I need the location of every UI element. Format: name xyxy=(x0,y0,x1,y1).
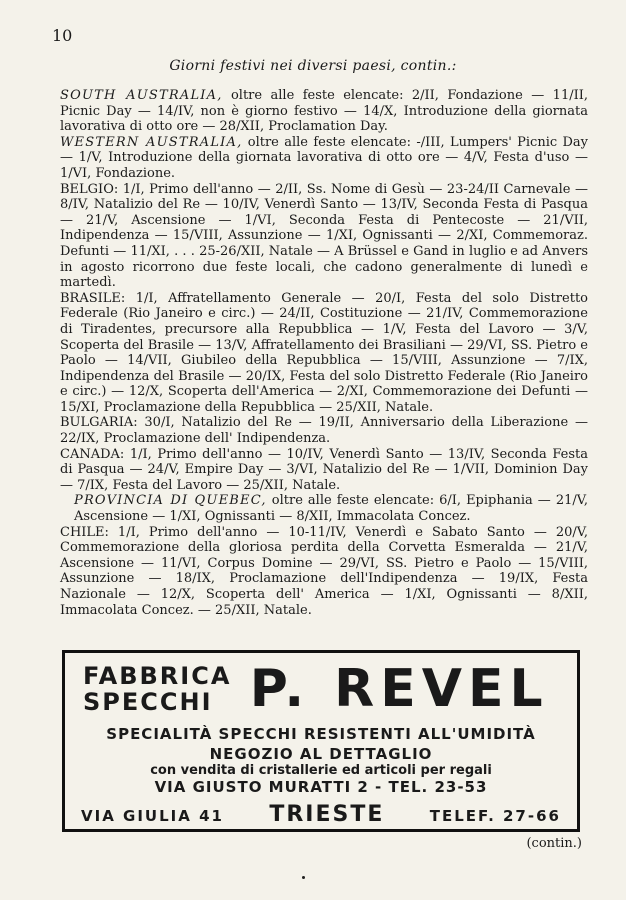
ad-shop: NEGOZIO AL DETTAGLIO xyxy=(209,745,433,763)
holiday-entry xyxy=(60,88,588,135)
ad-address-muratti: VIA GIUSTO MURATTI 2 - TEL. 23-53 xyxy=(154,778,488,796)
running-head: Giorni festivi nei diversi paesi, contin.: xyxy=(169,58,457,74)
holiday-entry xyxy=(60,447,588,494)
ad-line-fabbrica: FABBRICA xyxy=(83,662,232,690)
country-name: CHILE: xyxy=(60,524,109,540)
holiday-text: oltre alle feste elencate: 2/II, Fondazione — 11/II, Picnic Day — 14/IV, non è giorno festivo — 14/X, Introduzione della giornata lavorativa di otto ore — 28/XII, Proclamation Day. xyxy=(60,88,588,135)
holiday-entry xyxy=(60,291,588,416)
advertisement xyxy=(62,650,580,832)
holiday-text: 1/I, Primo dell'anno — 2/II, Ss. Nome di Gesù — 23-24/II Carnevale — 8/IV, Natalizio del Re — 10/IV, Venerdì Santo — 13/IV, Seconda Festa di Pasqua — 21/V, Ascensione — 1/VI, Seconda Festa di Pentecoste — 21/VII, Indipendenza — 15/VIII, Assunzione — 1/XI, Ognissanti — 2/XI, Commemoraz. Defunti — 11/XI, . . . 25-26/XII, Natale — A Brüssel e Gand in luglio e ad Anvers in agosto ricorrono due feste locali, che cadono generalmente di lunedì e martedì. xyxy=(60,181,588,291)
ad-company-name: P. REVEL xyxy=(249,659,549,719)
continued-note: (contin.) xyxy=(526,836,582,851)
holiday-text: 30/I, Natalizio del Re — 19/II, Anniversario della Liberazione — 22/IX, Proclamazione dell' Indipendenza. xyxy=(60,415,588,447)
ad-city: TRIESTE xyxy=(269,802,385,827)
holiday-text: oltre alle feste elencate: -/III, Lumpers' Picnic Day — 1/V, Introduzione della giornata lavorativa di otto ore — 4/V, Festa d'uso — 1/VI, Fondazione. xyxy=(60,134,589,181)
country-name: SOUTH AUSTRALIA, xyxy=(60,88,223,103)
holiday-list xyxy=(60,88,588,618)
holiday-entry xyxy=(60,135,588,182)
holiday-entry xyxy=(60,525,588,619)
ad-with: con vendita di cristallerie ed articoli per regali xyxy=(150,763,492,778)
ad-phone: TELEF. 27-66 xyxy=(429,807,561,825)
holiday-entry xyxy=(60,182,588,291)
page-number: 10 xyxy=(52,26,73,45)
holiday-entry xyxy=(60,493,588,524)
holiday-text: 1/I, Affratellamento Generale — 20/I, Festa del solo Distretto Federale (Rio Janeiro e circ.) — 24/II, Costituzione — 21/IV, Commemorazione di Tiradentes, precursore alla Repubblica — 1/V, Festa del Lavoro — 3/V, Scoperta del Brasile — 13/V, Affratellamento dei Brasiliani — 29/VI, SS. Pietro e Paolo — 14/VII, Giubileo della Repubblica — 15/VIII, Assunzione — 7/IX, Indipendenza del Brasile — 20/IX, Festa del solo Distretto Federale (Rio Janeiro e circ.) — 12/X, Scoperta dell'America — 2/XI, Commemorazione dei Defunti — 15/XI, Proclamazione della Repubblica — 25/XII, Natale. xyxy=(60,290,588,415)
country-name: BELGIO: xyxy=(60,181,119,197)
ad-address-giulia: VIA GIULIA 41 xyxy=(81,807,224,825)
ad-specialty: SPECIALITÀ SPECCHI RESISTENTI ALL'UMIDITÀ xyxy=(106,725,536,743)
holiday-entry xyxy=(60,415,588,446)
country-name: CANADA: xyxy=(60,446,125,462)
country-name: WESTERN AUSTRALIA, xyxy=(60,134,243,150)
holiday-text: 1/I, Primo dell'anno — 10/IV, Venerdì Santo — 13/IV, Seconda Festa di Pasqua — 24/V, Empire Day — 3/VI, Natalizio del Re — 1/VII, Dominion Day — 7/IX, Festa del Lavoro — 25/XII, Natale. xyxy=(60,446,588,493)
holiday-text: 1/I, Primo dell'anno — 10-11/IV, Venerdì e Sabato Santo — 20/V, Commemorazione della gloriosa perdita della Corvetta Esmeralda — 21/V, Ascensione — 11/VI, Corpus Domine — 29/VI, SS. Pietro e Paolo — 15/VIII, Assunzione — 18/IX, Proclamazione dell'Indipendenza — 19/IX, Festa Nazionale — 12/X, Scoperta dell' America — 1/XI, Ognissanti — 8/XII, Immacolata Concez. — 25/XII, Natale. xyxy=(60,524,588,618)
country-name: BRASILE: xyxy=(60,290,126,306)
country-name: PROVINCIA DI QUEBEC, xyxy=(74,493,267,509)
country-name: BULGARIA: xyxy=(60,415,138,431)
ad-line-specchi: SPECCHI xyxy=(83,688,213,716)
page-dot xyxy=(302,876,305,879)
holiday-text: oltre alle feste elencate: 6/I, Epiphania — 21/V, Ascensione — 1/XI, Ognissanti — 8/XII, Immacolata Concez. xyxy=(74,493,589,525)
